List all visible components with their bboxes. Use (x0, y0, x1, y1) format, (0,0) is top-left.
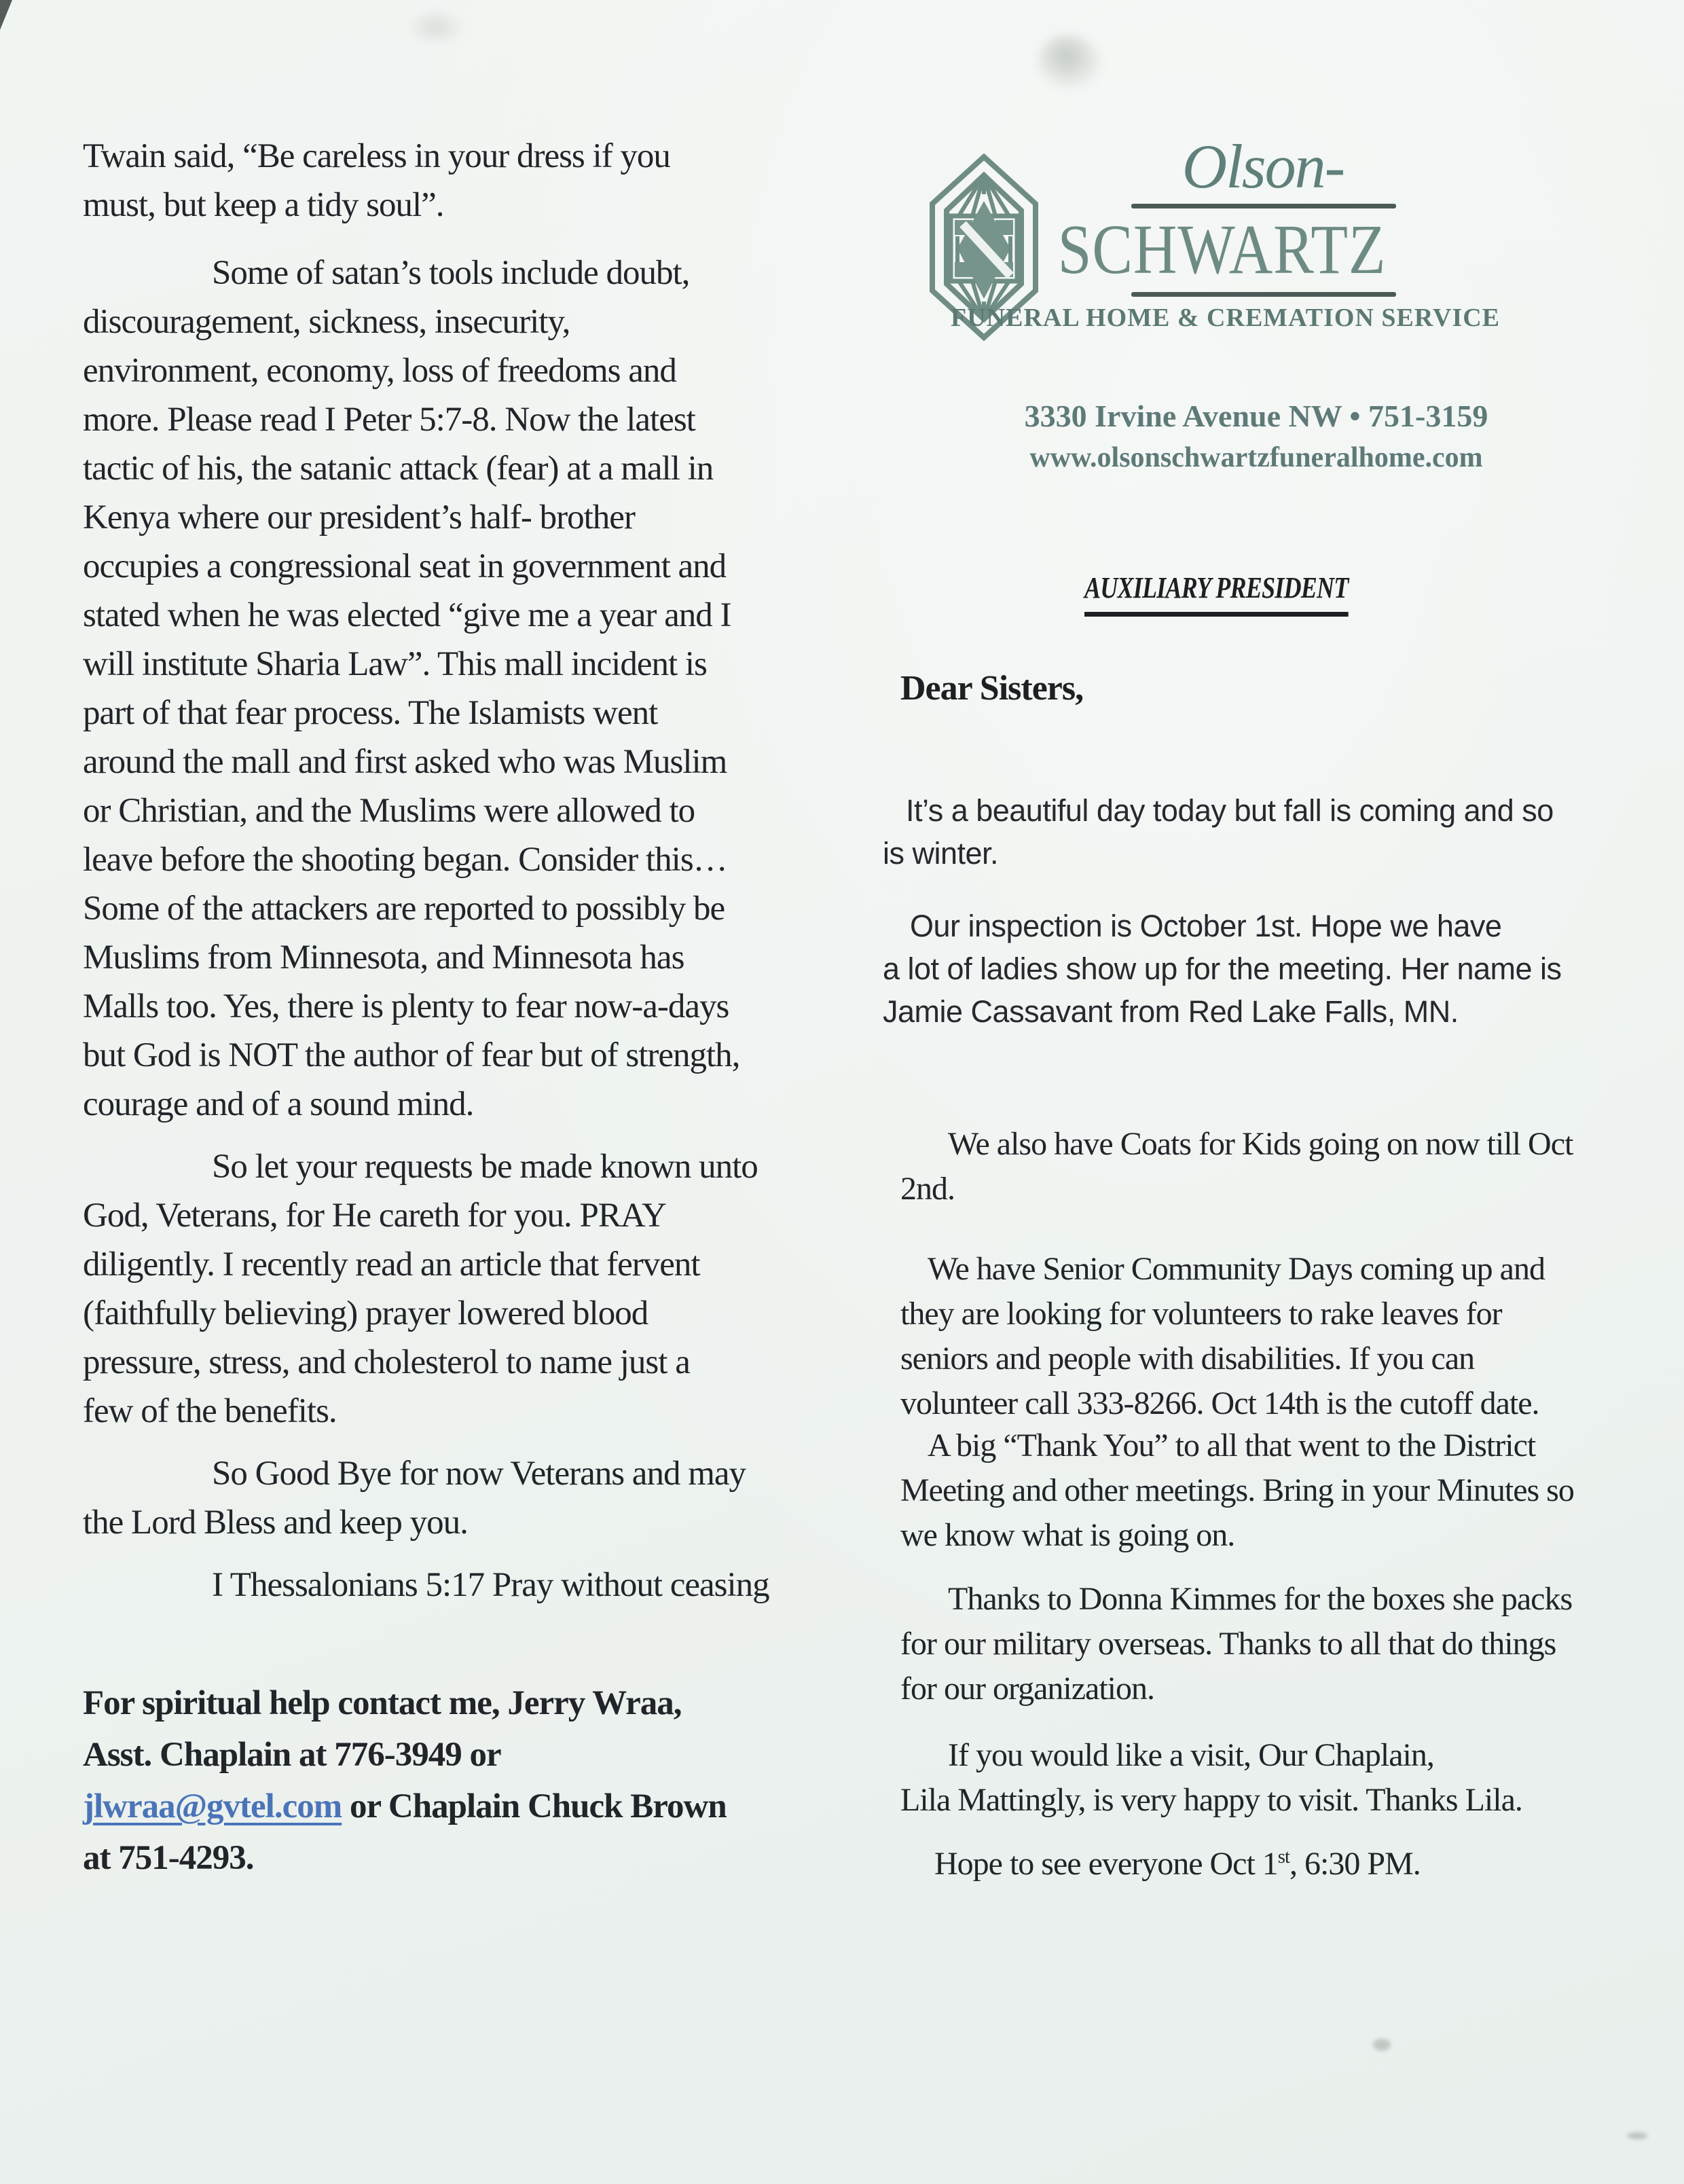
paragraph (83, 1561, 857, 1609)
contact-line-3-rest: or Chaplain Chuck Brown (342, 1787, 727, 1825)
text-line: few of the benefits. (83, 1392, 337, 1430)
text-line: for our organization. (900, 1671, 1154, 1707)
contact-block (83, 1677, 727, 1884)
text-line: must, but keep a tidy soul”. (83, 186, 444, 224)
paragraph (900, 1733, 1522, 1823)
text-line: If you would like a visit, Our Chaplain, (948, 1737, 1434, 1773)
logo-address: 3330 Irvine Avenue NW • 751-3159 (1024, 399, 1488, 433)
logo-schwartz-text: SCHWARTZ (1057, 211, 1387, 289)
text-line: is winter. (883, 836, 999, 871)
text-line: Kenya where our president’s half- brother (83, 498, 635, 536)
text-line: diligently. I recently read an article that fervent (83, 1245, 700, 1284)
text-line: around the mall and first asked who was Muslim (83, 743, 727, 781)
contact-line-1: For spiritual help contact me, Jerry Wraa, (83, 1684, 682, 1722)
text-line: (faithfully believing) prayer lowered blood (83, 1294, 648, 1332)
text-line: but God is NOT the author of fear but of strength, (83, 1036, 740, 1074)
contact-line-3 (83, 1781, 727, 1832)
paragraph (900, 1247, 1545, 1426)
text-line: or Christian, and the Muslims were allowed to (83, 792, 695, 830)
paragraph (83, 1142, 857, 1436)
text-line: We also have Coats for Kids going on now till Oct (948, 1126, 1573, 1162)
paragraph (83, 1449, 857, 1547)
text-line: Malls too. Yes, there is plenty to fear now-a-days (83, 987, 729, 1025)
auxiliary-president-heading: AUXILIARY PRESIDENT (1084, 570, 1348, 617)
text-line: leave before the shooting began. Consider this… (83, 841, 727, 879)
text-line: occupies a congressional seat in government and (83, 547, 727, 585)
paragraph (900, 1423, 1574, 1558)
text-line: environment, economy, loss of freedoms and (83, 352, 676, 390)
text-line: God, Veterans, for He careth for you. PRAY (83, 1197, 666, 1235)
closing-text-end: , 6:30 PM. (1289, 1846, 1421, 1882)
text-line: Twain said, “Be careless in your dress if you (83, 137, 670, 175)
text-line: Lila Mattingly, is very happy to visit. Thanks Lila. (900, 1782, 1522, 1818)
text-line: Meeting and other meetings. Bring in your Minutes so (900, 1472, 1574, 1508)
text-line: more. Please read I Peter 5:7-8. Now the latest (83, 401, 695, 439)
text-line: tactic of his, the satanic attack (fear) at a mall in (83, 450, 714, 488)
text-line: 2nd. (900, 1171, 955, 1207)
text-line: A big “Thank You” to all that went to the District (928, 1427, 1536, 1463)
text-line: Jamie Cassavant from Red Lake Falls, MN. (883, 994, 1459, 1029)
paragraph (83, 249, 857, 1129)
text-line: stated when he was elected “give me a year and I (83, 596, 731, 634)
text-line: a lot of ladies show up for the meeting. Her name is (883, 951, 1562, 986)
text-line: It’s a beautiful day today but fall is coming and so (906, 793, 1554, 828)
text-line: will institute Sharia Law”. This mall incident is (83, 645, 707, 683)
salutation: Dear Sisters, (900, 669, 1084, 708)
closing-superscript: st (1277, 1846, 1290, 1868)
paragraph (900, 1577, 1572, 1711)
text-line: We have Senior Community Days coming up and (928, 1251, 1545, 1287)
text-line: we know what is going on. (900, 1517, 1235, 1553)
text-line: seniors and people with disabilities. If you can (900, 1341, 1475, 1377)
text-line: So Good Bye for now Veterans and may (212, 1455, 746, 1493)
paragraph (900, 1122, 1573, 1212)
text-line: I Thessalonians 5:17 Pray without ceasing (212, 1566, 769, 1604)
text-line: volunteer call 333-8266. Oct 14th is the cutoff date. (900, 1385, 1539, 1421)
text-line: the Lord Bless and keep you. (83, 1504, 468, 1542)
logo-olson-text: Olson- (1182, 132, 1344, 201)
contact-line-2: Asst. Chaplain at 776-3949 or (83, 1736, 501, 1774)
text-line: discouragement, sickness, insecurity, (83, 303, 570, 341)
text-line: Some of satan’s tools include doubt, (212, 254, 690, 292)
text-line: pressure, stress, and cholesterol to name just a (83, 1343, 690, 1381)
text-line: courage and of a sound mind. (83, 1085, 474, 1123)
text-line: Our inspection is October 1st. Hope we have (910, 909, 1502, 943)
contact-line-4: at 751-4293. (83, 1839, 254, 1877)
text-line: So let your requests be made known unto (212, 1148, 758, 1186)
closing-text: Hope to see everyone Oct 1 (934, 1846, 1278, 1882)
logo-website: www.olsonschwartzfuneralhome.com (1029, 442, 1483, 473)
text-line: they are looking for volunteers to rake leaves for (900, 1296, 1502, 1332)
right-column (883, 0, 1661, 2184)
text-line: for our military overseas. Thanks to all that do things (900, 1626, 1556, 1662)
text-line: Some of the attackers are reported to possibly be (83, 890, 725, 928)
logo-tagline: FUNERAL HOME & CREMATION SERVICE (951, 304, 1501, 332)
paragraph (883, 905, 1562, 1033)
text-line: part of that fear process. The Islamists went (83, 694, 658, 732)
email-link[interactable]: jlwraa@gvtel.com (83, 1787, 342, 1825)
left-column (83, 0, 857, 2184)
scan-corner-mark (0, 0, 12, 30)
text-line: Muslims from Minnesota, and Minnesota has (83, 939, 684, 977)
text-line: Thanks to Donna Kimmes for the boxes she packs (948, 1581, 1573, 1617)
paragraph (83, 132, 857, 230)
closing-line (900, 1842, 1421, 1887)
paragraph (883, 789, 1554, 875)
